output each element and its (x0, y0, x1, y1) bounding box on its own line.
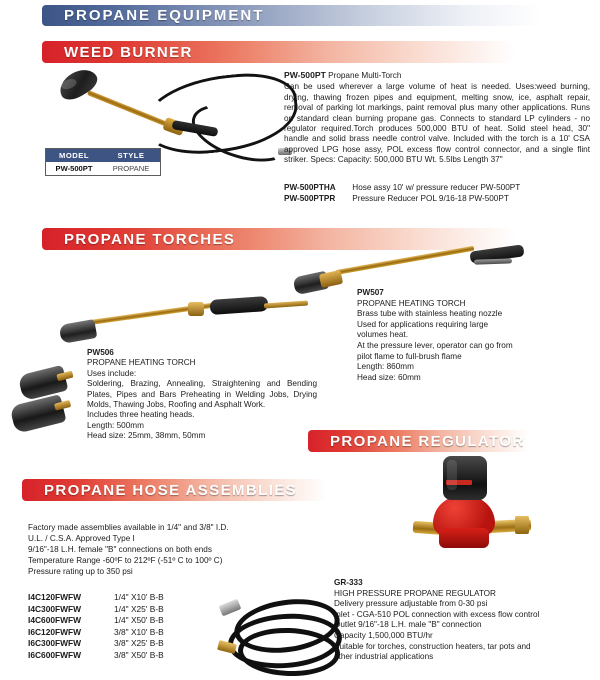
accessory-row (284, 193, 590, 204)
product-spec-line: Head size: 60mm (357, 372, 421, 382)
regulator-gr333-image (415, 452, 535, 577)
torch-tail-tube (264, 300, 308, 308)
sku-row (28, 627, 248, 639)
product-description-pw500pt: Can be used wherever a large volume of heat is needed. Uses:weed burning, drying, thawing frozen pipes and equipment, melting snow, ice, asphalt repair, removal of parking lot markings, paint removal plus many other applications. Runs on standard clean burning propane gas. Connects to standard LP cylinders - no regulator required.Torch produces 500,000 BTU of heat. Solid steel head, 30" handle and solid brass needle control valve. Included with the torch is a 10' CSA approved LPG hose assy, POL excess flow control connector, and a single flint striker. Specs: Capacity: 500,000 BTU Wt. 5.5lbs Length 37" (284, 82, 590, 165)
sku-desc: 3/8" X25' B-B (114, 638, 164, 649)
hose-spec-line: Temperature Range -60ºF to 212ºF (-51º C to 100º C) (28, 556, 223, 565)
torch-valve (188, 302, 204, 316)
torch-nozzle-head (59, 319, 98, 344)
sku-row (28, 592, 248, 604)
hose-assemblies-description (28, 522, 308, 577)
page-title-banner (42, 5, 542, 26)
product-name-pw507: PROPANE HEATING TORCH (357, 298, 466, 308)
product-spec-line: pilot flame to full-brush flame (357, 351, 462, 361)
product-code-pw500pt: PW-500PT (284, 70, 326, 80)
section-title-propane-regulator: PROPANE REGULATOR (330, 432, 525, 450)
sku-code: I4C120FWFW (28, 592, 82, 602)
section-title-hose-assemblies: PROPANE HOSE ASSEMBLIES (44, 481, 298, 499)
model-style-table (45, 148, 161, 176)
product-block-pw506 (87, 348, 317, 442)
product-spec-line: Includes three heating heads. (87, 410, 195, 420)
product-code-text: PW507 (357, 288, 384, 297)
sku-row (28, 604, 248, 616)
hose-spec-line: U.L. / C.S.A. Approved Type I (28, 534, 135, 543)
section-title-propane-torches: PROPANE TORCHES (64, 230, 236, 248)
weed-burner-torch-image (22, 62, 282, 157)
sku-desc: 1/4" X10' B-B (114, 592, 164, 602)
page-title: PROPANE EQUIPMENT (64, 7, 265, 24)
sku-row (28, 638, 248, 650)
product-description-pw506: Soldering, Brazing, Annealing, Straightening and Bending Plates, Pipes and Bars Preheating in Welding Jobs, Drying Molds, Thawing Jobs, Roofing and Asphalt Work. (87, 379, 317, 410)
sku-desc: 1/4" X50' B-B (114, 615, 164, 626)
sku-desc: 1/4" X25' B-B (114, 603, 164, 614)
torch-brass-tube (336, 246, 475, 275)
product-name-gr333: HIGH PRESSURE PROPANE REGULATOR (334, 588, 496, 598)
product-spec-line: Delivery pressure adjustable from 0-30 psi (334, 599, 488, 609)
section-banner-weed-burner (42, 41, 540, 63)
product-block-pw500pt (284, 70, 590, 166)
hose-sku-list (28, 592, 248, 662)
section-banner-hose-assemblies (22, 479, 342, 501)
product-code-text: PW506 (87, 348, 114, 357)
torch-grip (210, 296, 269, 315)
spare-heating-head-image (20, 370, 66, 396)
accessory-desc: Hose assy 10' w/ pressure reducer PW-500PT (352, 183, 521, 192)
torch-pressure-lever (474, 258, 512, 264)
table-row (46, 162, 160, 175)
sku-row (28, 650, 248, 662)
hose-spec-line: 9/16"-18 L.H. female "B" connections on both ends (28, 545, 212, 554)
sku-desc: 3/8" X50' B-B (114, 649, 164, 660)
column-header-style: STYLE (117, 151, 145, 160)
product-spec-line: volumes heat. (357, 330, 408, 340)
accessory-desc: Pressure Reducer POL 9/16-18 PW-500PT (352, 194, 509, 203)
product-code-pw507 (357, 288, 592, 299)
torch-bell-head (55, 64, 102, 105)
product-spec-line: Length: 860mm (357, 362, 414, 372)
table-header-row (46, 149, 160, 162)
product-name-pw500pt: Propane Multi-Torch (328, 71, 402, 80)
hose-spec-line: Factory made assemblies available in 1/4" and 3/8" I.D. (28, 523, 229, 532)
product-code-gr333 (334, 578, 596, 589)
product-spec-line: Used for applications requiring large (357, 319, 489, 329)
sku-code: I6C600FWFW (28, 649, 82, 660)
product-spec-line: Head size: 25mm, 38mm, 50mm (87, 431, 206, 441)
product-uses-label: Uses include: (87, 368, 137, 378)
torch-brass-cone (319, 270, 343, 288)
product-spec-line: other industrial applications (334, 652, 434, 662)
accessory-code: PW-500PTHA (284, 183, 336, 192)
product-spec-line: Length: 500mm (87, 420, 144, 430)
product-code-text: GR-333 (334, 578, 363, 587)
product-spec-line: Brass tube with stainless heating nozzle (357, 309, 503, 319)
section-banner-propane-regulator (308, 430, 540, 452)
product-spec-line: Inlet - CGA-510 POL connection with excess flow control (334, 609, 540, 619)
column-header-model: MODEL (59, 151, 89, 160)
sku-code: I4C600FWFW (28, 615, 82, 626)
section-title-weed-burner: WEED BURNER (64, 43, 193, 61)
accessory-row (284, 182, 590, 193)
heating-head-shape (9, 394, 66, 434)
sku-code: I6C300FWFW (28, 638, 82, 649)
spare-heating-head-image (12, 400, 64, 428)
hose-spec-line: Pressure rating up to 350 psi (28, 567, 133, 576)
cell-style: PROPANE (112, 164, 150, 173)
product-spec-line: Capacity 1,500,000 BTU/hr (334, 630, 433, 640)
accessory-code: PW-500PTPR (284, 194, 336, 203)
product-spec-line: Suitable for torches, construction heaters, tar pots and (334, 641, 531, 651)
regulator-outlet-nut (515, 516, 529, 534)
product-code-pw506 (87, 348, 317, 358)
product-block-gr333 (334, 578, 596, 663)
sku-code: I4C300FWFW (28, 603, 82, 614)
regulator-adjust-knob (443, 456, 487, 500)
product-name-pw506: PROPANE HEATING TORCH (87, 358, 196, 368)
sku-row (28, 615, 248, 627)
product-block-pw507 (357, 288, 592, 383)
sku-desc: 3/8" X10' B-B (114, 626, 164, 637)
product-spec-line: Outlet 9/16"-18 L.H. male "B" connection (334, 620, 482, 630)
cell-model: PW-500PT (55, 164, 93, 173)
heating-head-shape (18, 365, 69, 401)
accessory-list-pw500pt (284, 182, 590, 204)
torch-pw506-image (60, 300, 320, 355)
product-heading-pw500pt (284, 70, 590, 81)
product-spec-line: At the pressure lever, operator can go from (357, 340, 513, 350)
sku-code: I6C120FWFW (28, 626, 82, 637)
regulator-base (439, 528, 489, 548)
